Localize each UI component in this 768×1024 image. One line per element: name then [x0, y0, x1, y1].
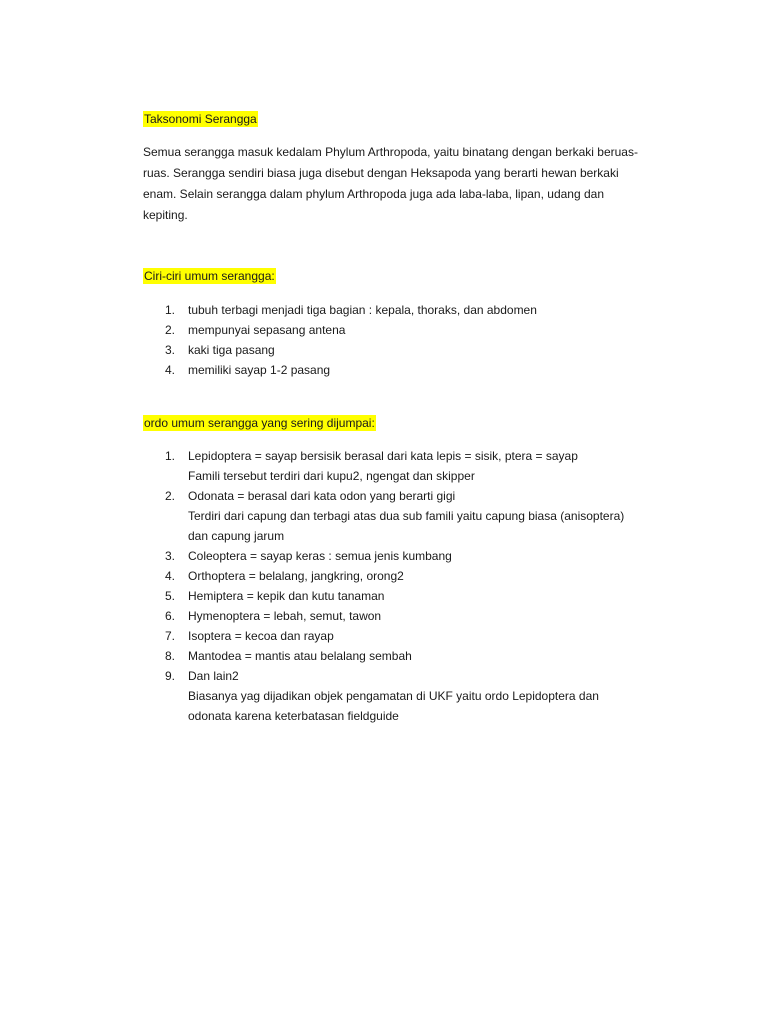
list-item: 2. Odonata = berasal dari kata odon yang berarti gigi Terdiri dari capung dan terbagi atas dua sub famili yaitu capung biasa (anisoptera) dan capung jarum [165, 489, 625, 543]
ciri-list [143, 300, 683, 380]
section-heading-ciri: Ciri-ciri umum serangga: [144, 269, 275, 283]
list-item: 9. Dan lain2 Biasanya yag dijadikan objek pengamatan di UKF yaitu ordo Lepidoptera dan odonata karena keterbatasan fieldguide [165, 669, 599, 723]
list-item: 3. kaki tiga pasang [165, 343, 275, 357]
section-heading-ordo: ordo umum serangga yang sering dijumpai: [144, 416, 375, 430]
list-item: 1. tubuh terbagi menjadi tiga bagian : kepala, thoraks, dan abdomen [165, 303, 537, 317]
list-item: 3. Coleoptera = sayap keras : semua jenis kumbang [165, 549, 452, 563]
list-item: 4. Orthoptera = belalang, jangkring, orong2 [165, 569, 404, 583]
ordo-list [143, 446, 683, 726]
list-item: 1. Lepidoptera = sayap bersisik berasal dari kata lepis = sisik, ptera = sayap Famili tersebut terdiri dari kupu2, ngengat dan skipper [165, 449, 578, 483]
section-heading-taksonomi: Taksonomi Serangga [144, 112, 257, 126]
list-item: 5. Hemiptera = kepik dan kutu tanaman [165, 589, 385, 603]
list-item: 4. memiliki sayap 1-2 pasang [165, 363, 331, 377]
list-item: 7. Isoptera = kecoa dan rayap [165, 629, 334, 643]
intro-paragraph: Semua serangga masuk kedalam Phylum Arthropoda, yaitu binatang dengan berkaki beruas- ruas. Serangga sendiri biasa juga disebut dengan Heksapoda yang berarti hewan berkaki enam. Selain serangga dalam phylum Arthropoda juga ada laba-laba, lipan, udang dan kepiting. [143, 145, 638, 222]
list-item: 6. Hymenoptera = lebah, semut, tawon [165, 609, 382, 623]
list-item: 8. Mantodea = mantis atau belalang sembah [165, 649, 412, 663]
list-item: 2. mempunyai sepasang antena [165, 323, 346, 337]
